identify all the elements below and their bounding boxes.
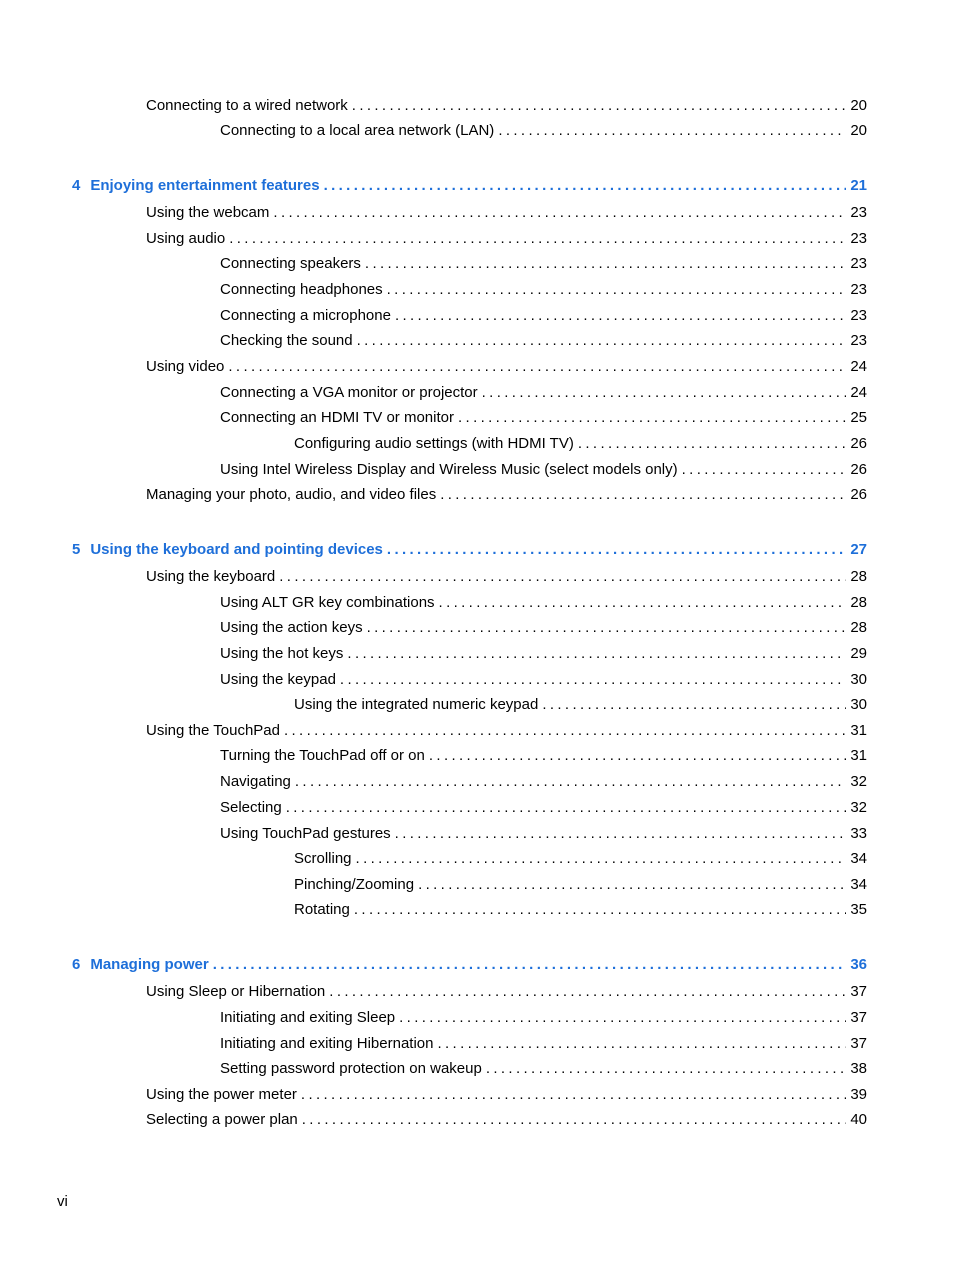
chapter-page: 27 xyxy=(850,541,867,558)
toc-entry[interactable] xyxy=(220,645,867,663)
toc-entry-title: Navigating xyxy=(220,773,291,790)
toc-chapter-5[interactable] xyxy=(72,541,867,559)
toc-entry-title: Using ALT GR key combinations xyxy=(220,594,435,611)
dot-leader xyxy=(213,956,847,974)
toc-entry[interactable] xyxy=(220,332,867,350)
dot-leader xyxy=(229,230,846,248)
dot-leader xyxy=(279,568,846,586)
dot-leader xyxy=(439,594,847,612)
toc-entry[interactable] xyxy=(294,435,867,453)
dot-leader xyxy=(486,1060,846,1078)
toc-entry-page: 30 xyxy=(850,671,867,688)
toc-entry[interactable] xyxy=(146,230,867,248)
toc-entry[interactable] xyxy=(220,594,867,612)
toc-entry-page: 23 xyxy=(850,230,867,247)
dot-leader xyxy=(395,825,847,843)
toc-entry-title: Connecting to a wired network xyxy=(146,97,348,114)
toc-entry[interactable] xyxy=(146,983,867,1001)
dot-leader xyxy=(418,876,846,894)
toc-chapter-6[interactable] xyxy=(72,956,867,974)
toc-entry-page: 37 xyxy=(850,983,867,1000)
toc-entry[interactable] xyxy=(220,825,867,843)
toc-entry-page: 20 xyxy=(850,122,867,139)
toc-entry-page: 37 xyxy=(850,1009,867,1026)
toc-entry[interactable] xyxy=(146,1086,867,1104)
toc-entry-page: 40 xyxy=(850,1111,867,1128)
toc-entry[interactable] xyxy=(220,461,867,479)
toc-entry-title: Initiating and exiting Hibernation xyxy=(220,1035,434,1052)
toc-entry-page: 33 xyxy=(850,825,867,842)
dot-leader xyxy=(498,122,846,140)
toc-entry[interactable] xyxy=(146,97,867,115)
dot-leader xyxy=(542,696,846,714)
toc-entry-title: Connecting a microphone xyxy=(220,307,391,324)
toc-entry-title: Managing your photo, audio, and video files xyxy=(146,486,437,503)
toc-entry-page: 26 xyxy=(850,461,867,478)
toc-entry-title: Using Sleep or Hibernation xyxy=(146,983,326,1000)
dot-leader xyxy=(329,983,846,1001)
toc-entry[interactable] xyxy=(220,255,867,273)
dot-leader xyxy=(387,281,847,299)
toc-entry[interactable] xyxy=(220,619,867,637)
chapter-number: 5 xyxy=(72,541,81,558)
toc-chapter-4[interactable] xyxy=(72,177,867,195)
toc-entry[interactable] xyxy=(294,876,867,894)
toc-entry-title: Using the action keys xyxy=(220,619,363,636)
dot-leader xyxy=(295,773,846,791)
toc-entry-page: 35 xyxy=(850,901,867,918)
toc-entry-page: 20 xyxy=(850,97,867,114)
dot-leader xyxy=(273,204,846,222)
toc-entry-title: Using the power meter xyxy=(146,1086,297,1103)
toc-entry[interactable] xyxy=(220,384,867,402)
dot-leader xyxy=(440,486,846,504)
toc-entry-page: 32 xyxy=(850,799,867,816)
toc-entry[interactable] xyxy=(146,486,867,504)
toc-entry-page: 31 xyxy=(850,747,867,764)
dot-leader xyxy=(437,1035,846,1053)
toc-entry-page: 34 xyxy=(850,850,867,867)
toc-entry[interactable] xyxy=(220,281,867,299)
dot-leader xyxy=(387,541,846,559)
toc-entry-title: Selecting xyxy=(220,799,282,816)
toc-entry-title: Configuring audio settings (with HDMI TV) xyxy=(294,435,574,452)
toc-entry[interactable] xyxy=(220,122,867,140)
toc-entry[interactable] xyxy=(146,722,867,740)
dot-leader xyxy=(354,901,846,919)
toc-entry-page: 24 xyxy=(850,358,867,375)
toc-entry[interactable] xyxy=(220,747,867,765)
toc-entry-title: Using the keypad xyxy=(220,671,336,688)
toc-entry-page: 34 xyxy=(850,876,867,893)
dot-leader xyxy=(286,799,847,817)
dot-leader xyxy=(578,435,846,453)
toc-entry-title: Scrolling xyxy=(294,850,352,867)
toc-entry-page: 23 xyxy=(850,332,867,349)
toc-entry-page: 23 xyxy=(850,204,867,221)
dot-leader xyxy=(367,619,847,637)
toc-entry-page: 26 xyxy=(850,486,867,503)
toc-entry-title: Using audio xyxy=(146,230,226,247)
dot-leader xyxy=(340,671,846,689)
toc-entry-page: 31 xyxy=(850,722,867,739)
toc-entry-page: 32 xyxy=(850,773,867,790)
dot-leader xyxy=(365,255,846,273)
toc-entry-page: 39 xyxy=(850,1086,867,1103)
toc-entry-page: 28 xyxy=(850,568,867,585)
chapter-number: 4 xyxy=(72,177,81,194)
toc-entry[interactable] xyxy=(294,901,867,919)
toc-entry-page: 28 xyxy=(850,619,867,636)
toc-entry-title: Connecting a VGA monitor or projector xyxy=(220,384,478,401)
toc-entry-title: Using the integrated numeric keypad xyxy=(294,696,539,713)
dot-leader xyxy=(357,332,847,350)
toc-entry-title: Using the TouchPad xyxy=(146,722,280,739)
page-number: vi xyxy=(57,1193,68,1210)
toc-entry-page: 29 xyxy=(850,645,867,662)
dot-leader xyxy=(228,358,846,376)
toc-entry-title: Connecting speakers xyxy=(220,255,361,272)
dot-leader xyxy=(429,747,846,765)
chapter-title: Using the keyboard and pointing devices xyxy=(90,541,383,558)
toc-entry[interactable] xyxy=(146,1111,867,1129)
toc-entry-title: Connecting an HDMI TV or monitor xyxy=(220,409,454,426)
dot-leader xyxy=(302,1111,847,1129)
toc-entry[interactable] xyxy=(220,1009,867,1027)
dot-leader xyxy=(395,307,846,325)
chapter-page: 36 xyxy=(850,956,867,973)
toc-entry[interactable] xyxy=(220,1035,867,1053)
toc-entry[interactable] xyxy=(146,358,867,376)
toc-entry[interactable] xyxy=(146,204,867,222)
dot-leader xyxy=(301,1086,846,1104)
toc-entry-page: 23 xyxy=(850,255,867,272)
toc-entry-title: Using the hot keys xyxy=(220,645,344,662)
toc-entry[interactable] xyxy=(294,696,867,714)
toc-entry-title: Checking the sound xyxy=(220,332,353,349)
toc-entry-page: 30 xyxy=(850,696,867,713)
toc-entry-title: Using TouchPad gestures xyxy=(220,825,391,842)
toc-entry-page: 37 xyxy=(850,1035,867,1052)
toc-entry[interactable] xyxy=(220,773,867,791)
toc-entry-title: Using video xyxy=(146,358,225,375)
toc-entry-page: 23 xyxy=(850,307,867,324)
toc-entry-title: Using the keyboard xyxy=(146,568,276,585)
toc-entry-page: 24 xyxy=(850,384,867,401)
dot-leader xyxy=(458,409,846,427)
toc-entry[interactable] xyxy=(294,850,867,868)
chapter-page: 21 xyxy=(850,177,867,194)
toc-entry-title: Pinching/Zooming xyxy=(294,876,415,893)
dot-leader xyxy=(399,1009,846,1027)
toc-entry-title: Connecting headphones xyxy=(220,281,383,298)
chapter-title: Managing power xyxy=(90,956,209,973)
toc-entry-title: Connecting to a local area network (LAN) xyxy=(220,122,495,139)
dot-leader xyxy=(356,850,847,868)
dot-leader xyxy=(352,97,847,115)
toc-entry[interactable] xyxy=(220,799,867,817)
toc-entry-page: 38 xyxy=(850,1060,867,1077)
toc-entry-title: Setting password protection on wakeup xyxy=(220,1060,482,1077)
toc-entry[interactable] xyxy=(220,307,867,325)
dot-leader xyxy=(482,384,847,402)
chapter-number: 6 xyxy=(72,956,81,973)
toc-entry-page: 25 xyxy=(850,409,867,426)
toc-entry-page: 28 xyxy=(850,594,867,611)
toc-entry-title: Initiating and exiting Sleep xyxy=(220,1009,396,1026)
toc-entry[interactable] xyxy=(220,1060,867,1078)
toc-entry[interactable] xyxy=(220,409,867,427)
toc-entry-title: Using the webcam xyxy=(146,204,270,221)
dot-leader xyxy=(682,461,847,479)
toc-entry-title: Turning the TouchPad off or on xyxy=(220,747,425,764)
toc-entry-title: Using Intel Wireless Display and Wireless Music (select models only) xyxy=(220,461,678,478)
dot-leader xyxy=(347,645,846,663)
toc-entry[interactable] xyxy=(220,671,867,689)
toc-entry-title: Rotating xyxy=(294,901,350,918)
dot-leader xyxy=(284,722,846,740)
toc-entry[interactable] xyxy=(146,568,867,586)
toc-entry-title: Selecting a power plan xyxy=(146,1111,298,1128)
chapter-title: Enjoying entertainment features xyxy=(90,177,320,194)
toc-entry-page: 23 xyxy=(850,281,867,298)
toc-entry-page: 26 xyxy=(850,435,867,452)
dot-leader xyxy=(324,177,847,195)
